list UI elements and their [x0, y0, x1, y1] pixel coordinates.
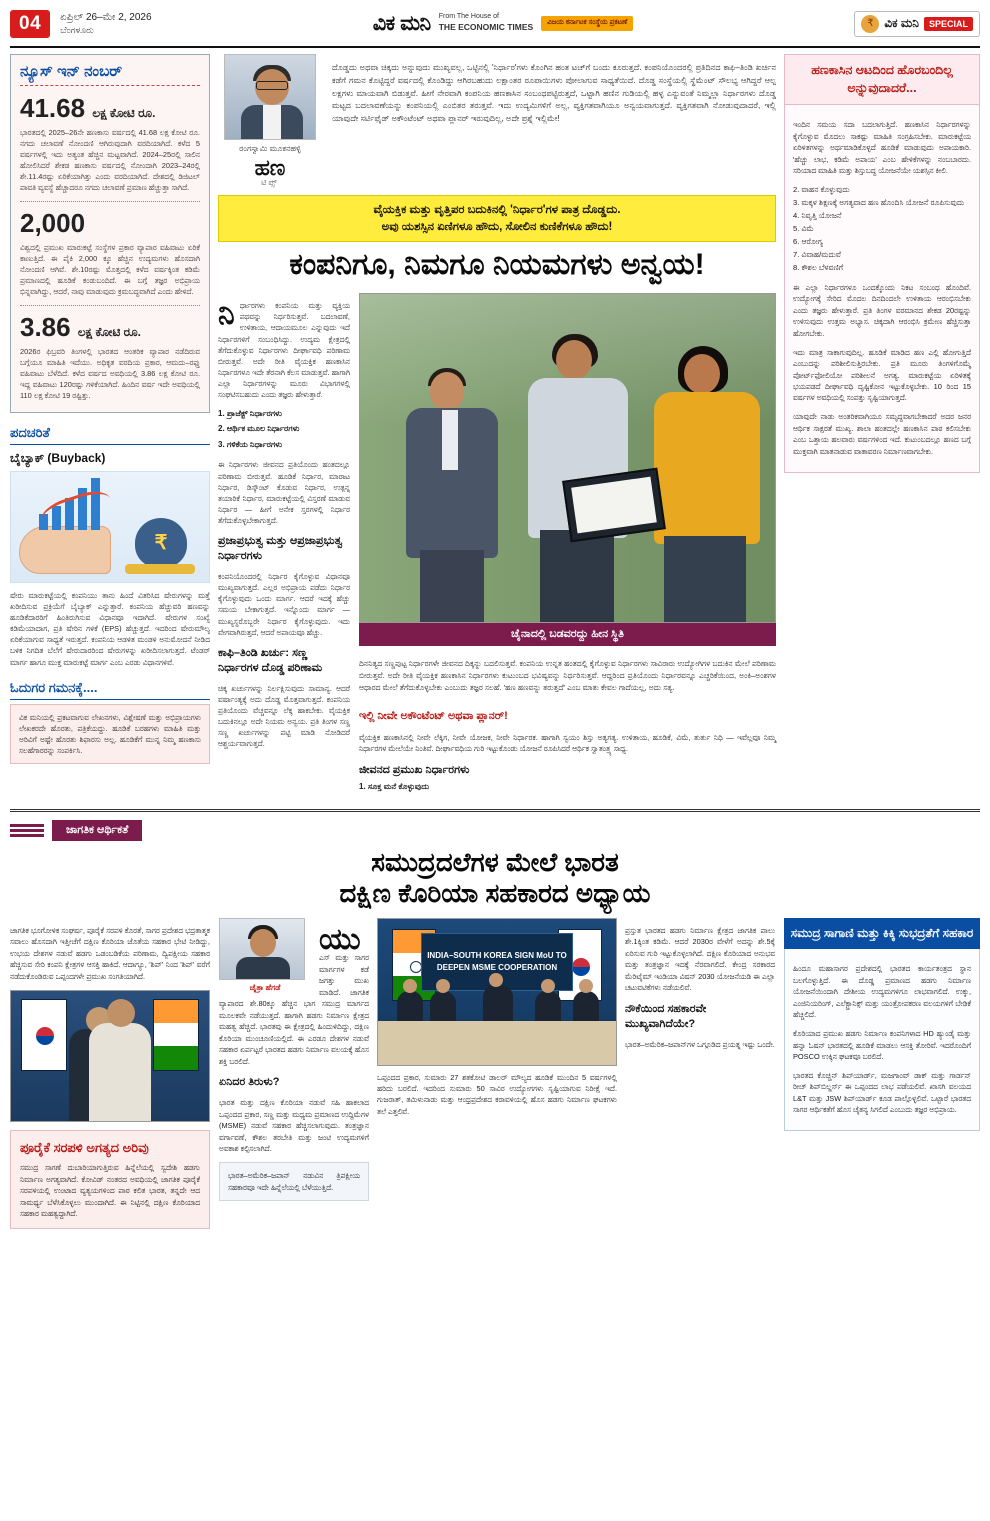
- mou-photo: [377, 918, 617, 1066]
- highlight-box: [218, 195, 776, 242]
- photo-caption-body: ದಿನನಿತ್ಯದ ಸಣ್ಣಪುಟ್ಟ ನಿರ್ಧಾರಗಳೇ ಜೀವನದ ದಿಕ್ಕನ್ನು ಬದಲಿಸುತ್ತವೆ. ಕಂಪನಿಯ ಉನ್ನತ ಹಂತದಲ್ಲಿ ಕೈಗೊಳ್ಳುವ ನಿರ್ಧಾರಗಳು ಸಾವಿರಾರು ಉದ್ಯೋಗಿಗಳ ಬದುಕಿನ ಮೇಲೆ ಪರಿಣಾಮ ಬೀರುತ್ತವೆ. ಅದೇ ರೀತಿ ವೈಯಕ್ತಿಕ ಹಣಕಾಸಿನ ನಿರ್ಧಾರಗಳು ಕುಟುಂಬದ ಭವಿಷ್ಯವನ್ನು ನಿರ್ಧರಿಸುತ್ತವೆ. ಆದ್ದರಿಂದ ಪ್ರತಿಯೊಂದು ನಿರ್ಧಾರವನ್ನೂ ಎಚ್ಚರಿಕೆಯಿಂದ, ಅಂಕಿ–ಅಂಶಗಳ ಆಧಾರದ ಮೇಲೆ ತೆಗೆದುಕೊಳ್ಳಬೇಕು ಎಂಬುದು ತಜ್ಞರ ಸಲಹೆ. 'ಹಣ ಹಣವನ್ನು ತರುತ್ತದೆ' ಎಂಬ ಮಾತು ಕೇವಲ ಗಾದೆಯಲ್ಲ, ಅದು ಸತ್ಯ.: [359, 659, 776, 692]
- top-section: [10, 54, 980, 797]
- folder-icon: [562, 467, 666, 542]
- left-rail: [10, 54, 210, 797]
- author-photo: [224, 54, 316, 140]
- news-in-number-title: ನ್ಯೂಸ್ ಇನ್ ನಂಬರ್: [20, 63, 200, 86]
- nib-item: [20, 313, 200, 401]
- right-rail: [784, 54, 980, 797]
- special-badge-name: ವಿಕ ಮನಿ: [884, 16, 919, 30]
- author2-photo: [219, 918, 305, 980]
- south-korea-flag-icon: [21, 999, 67, 1071]
- decision-list-item: 2. ಆರ್ಥಿಕ ಮೂಲ ನಿರ್ಧಾರಗಳು: [218, 424, 300, 434]
- rupee-icon: ₹: [861, 15, 879, 33]
- article-subcolumns: [359, 701, 776, 797]
- publisher-line: [439, 13, 533, 34]
- section-tag: ಜಾಗತಿಕ ಆರ್ಥಿಕತೆ: [52, 820, 142, 841]
- section2-photo-2: [10, 990, 210, 1122]
- supply-chain-box: [10, 1130, 210, 1229]
- section2-intro: ಜಾಗತಿಕ ಭೂಗೋಳಿಕ ಸಂಘರ್ಷ, ಪೂರೈಕೆ ಸರಪಳಿ ಕೊರತೆ, ಸಾಗರ ಪ್ರದೇಶದ ಭದ್ರತಾತ್ಮಕ ಸವಾಲು ಹೊಸದಾಗಿ ಇತ್ತೀಚೆಗೆ ದಕ್ಷಿಣ ಕೊರಿಯಾ ಜೊತೆಯ ಸಹಕಾರ ಭೇಟಿ ನೀಡಿದ್ದು, ಉಭಯ ದೇಶಗಳ ನಡುವೆ ಹಡಗು ಒಡಂಬಡಿಕೆಯ ಪರಿಣಾಮ, ದ್ವಿಪಕ್ಷೀಯ ಸಹಕಾರ ಹೆಚ್ಚಿಸುವ ಸೇರಿ ಕಂಪನಿ ಕ್ಷೇತ್ರಗಳ ಆಸಕ್ತಿ ಹಾಕಿದೆ. ಆದಾಗ್ಯೂ, 'ಶಿಪ್' ನಿಂದ 'ಶಿಪ್' ವರೆಗೆ ನಡೆದುಕೊಂಡಿರುವ ಒಪ್ಪಂದಗಳೇ ಪ್ರಮುಖ ಸಂಗತಿಯಾಗಿದೆ.: [10, 925, 210, 981]
- article-col1-p2: ಈ ನಿರ್ಧಾರಗಳು ಜೀವನದ ಪ್ರತಿಯೊಂದು ಹಂತದಲ್ಲೂ ಪರಿಣಾಮ ಬೀರುತ್ತವೆ. ಹೂಡಿಕೆ ನಿರ್ಧಾರ, ಮಾರಾಟ ನಿರ್ಧಾರ, ಡಿಸ್ಕೌಂಟ್ ಕೊಡುವ ನಿರ್ಧಾರ, ಉತ್ಪನ್ನ ತಯಾರಿಕೆ ನಿರ್ಧಾರ, ಮಾರುಕಟ್ಟೆಯಲ್ಲಿ ವಿಸ್ತರಣೆ ಮಾಡುವ ನಿರ್ಧಾರ — ಹೀಗೆ ಅನೇಕ ಸ್ತರಗಳಲ್ಲಿ ನಿರ್ಧಾರ ತೆಗೆದುಕೊಳ್ಳಬೇಕಾಗುತ್ತದೆ.: [218, 460, 350, 525]
- divider: [20, 305, 200, 306]
- section2-col4-foot: ಭಾರತ–ಅಮೆರಿಕ–ಜಪಾನ್‌ಗಳ ಒಗ್ಗೂಡಿದ ಪ್ರಯತ್ನ ಇಷ್ಟು ಒಂದೇ.: [625, 1039, 775, 1049]
- glasses-icon: [256, 81, 288, 90]
- supply-chain-text: ಸಮುದ್ರ ಸಾಗಣೆ ದುಬಾರಿಯಾಗುತ್ತಿರುವ ಹಿನ್ನೆಲೆಯಲ್ಲಿ ಸ್ವದೇಶಿ ಹಡಗು ನಿರ್ಮಾಣ ಅಗತ್ಯವಾಗಿದೆ. ಕೋವಿಡ್ ನಂತರದ ಅವಧಿಯಲ್ಲಿ ಜಾಗತಿಕ ಪೂರೈಕೆ ಸರಪಳಿಯಲ್ಲಿ ಉಂಟಾದ ವ್ಯತ್ಯಯಗಳಿಂದ ಪಾಠ ಕಲಿತ ಭಾರತ, ತನ್ನದೇ ಆದ ಸಾಮರ್ಥ್ಯ ಬೆಳೆಸಿಕೊಳ್ಳಲು ಮುಂದಾಗಿದೆ. ಈ ನಿಟ್ಟಿನಲ್ಲಿ ದಕ್ಷಿಣ ಕೊರಿಯಾದ ಸಹಕಾರ ಮಹತ್ವದ್ದಾಗಿದೆ.: [20, 1163, 200, 1219]
- article-lede: ದೊಡ್ಡದು ಅಥವಾ ಚಿಕ್ಕದು ಅನ್ನುವುದು ಮುಖ್ಯವಲ್ಲ, ಒಟ್ಟಿನಲ್ಲಿ 'ನಿರ್ಧಾರ'ಗಳು ಕೊಂಗಿನ ಹಂತ ಟಚ್‌ಗೆ ಬಂದು ಕೂರುತ್ತದೆ. ಕಂಪನಿಯೊಂದರಲ್ಲಿ ಪ್ರತಿದಿನದ ಕಾಫಿ–ತಿಂಡಿ ಖರ್ಚಿನ ಕಡೆಗೆ ಗಮನ ಕೊಟ್ಟಿದ್ದರೆ ವರ್ಷದಲ್ಲಿ ಕೊಂಡಿದ್ದು ಆಗಿರಬಹುದು ಲಕ್ಷಾಂತರ ರೂಪಾಯಿಗಳು ಪೋಲಾಗುವ ಸಾಧ್ಯತೆಯಿದೆ. ದೊಡ್ಡ ಸಂಸ್ಥೆಯಲ್ಲಿ ಸ್ಥೆಮೆಂಟ್ ಸೌಲಭ್ಯ ಆಗಿದ್ದರೆ ಆಲ್ಪ ಲಕ್ಷಗಳು ಮಾಯವಾಗಿ ಬಿಡುತ್ತವೆ. ಹೀಗೆ ನೇರವಾಗಿ ಕಂಪನಿಯ ಹಣಕಾಸಿನ ಸಂಬಂಧಪಟ್ಟಿರುತ್ತದೆ, ಒಟ್ಟಾಗಿ ಹಣಿನ ಗುಡಿಯಲ್ಲಿ ಹಳ್ಳ ಎನ್ನುವಂತೆ ನಿಮ್ಮಲ್ಲಾ ನಿರ್ಧಾರಗಳು ದೊಡ್ಡ ಮಟ್ಟದ ಬದಲಾವಣೆಯನ್ನು ಕಂಪನಿಯಲ್ಲಿ ಎಂಬಿತರ ತರುತ್ತವೆ. ಇದು ಉದ್ಯಮಿಗಳಿಗೆ ಅಲ್ಲ, ವ್ಯಕ್ತಿಗತವಾಗಿಯೂ ಅನ್ವಯವಾಗುತ್ತದೆ. ವ್ಯಕ್ತಿಗತವಾಗಿ ನೋಡುವುದಾದರೆ, ಇಲ್ಲಿ ಯಾವುದೇ ಸರ್ಟಿಫೈಡ್ ಅಕೌಂಟೆಂಟ್ ಅಥವಾ ಪ್ಲಾನರ್ ಇರುವುದಿಲ್ಲ, ಅದೇ ಪ್ರಶ್ನೆ ಇಲ್ಲಿಮೇ!: [332, 63, 776, 123]
- accountant-text: ವೈಯಕ್ತಿಕ ಹಣಕಾಸಿನಲ್ಲಿ ನೀವೇ ಲೆಕ್ಕಿಗ, ನೀವೇ ಯೋಜಕ, ನೀವೇ ನಿರ್ಧಾರಕ. ಹಾಗಾಗಿ ಸ್ವಯಂ ಶಿಸ್ತು ಅತ್ಯಗತ್ಯ. ಉಳಿತಾಯ, ಹೂಡಿಕೆ, ವಿಮೆ, ತುರ್ತು ನಿಧಿ — ಇವೆಲ್ಲವೂ ನಿಮ್ಮ ನಿರ್ಧಾರಗಳ ಮೇಲೆಯೇ ನಿಂತಿವೆ. ದೀರ್ಘಾವಧಿಯ ಗುರಿ ಇಟ್ಟುಕೊಂಡು ಯೋಜನೆ ರೂಪಿಸಿದರೆ ಆರ್ಥಿಕ ಸ್ವಾತಂತ್ರ್ಯ ಸಾಧ್ಯ.: [359, 732, 776, 754]
- article-intro: [218, 54, 776, 187]
- section2-middle: [219, 918, 775, 1229]
- decision-list-item: 3. ಗಳಿಕೆಯ ನಿರ್ಧಾರಗಳು: [218, 440, 283, 450]
- section-headline: [10, 847, 980, 909]
- decision-list-item: 1. ಪ್ರಾಜೆಕ್ಟ್ ನಿರ್ಧಾರಗಳು: [218, 408, 282, 418]
- section2-right-p3: ಭಾರತದ ಕೊಚ್ಚಿನ್ ಶಿಪ್‌ಯಾರ್ಡ್, ಮಜಗಾಂವ್ ಡಾಕ್ ಮತ್ತು ಗಾರ್ಡನ್ ರೀಚ್ ಶಿಪ್‌ಬಿಲ್ಡರ್ಸ್ ಈ ಒಪ್ಪಂದದ ಲಾಭ ಪಡೆಯಲಿವೆ. ಖಾಸಗಿ ವಲಯದ L&T ಮತ್ತು JSW ಶಿಪ್‌ಯಾರ್ಡ್ ಕೂಡ ಪಾಲ್ಗೊಳ್ಳಲಿವೆ. ಒಟ್ಟಾರೆ ಭಾರತದ ಸಾಗರ ಆರ್ಥಿಕತೆಗೆ ಹೊಸ ಚೈತನ್ಯ ಸಿಗಲಿದೆ ಎಂಬುದು ತಜ್ಞರ ಅಭಿಪ್ರಾಯ.: [793, 1070, 971, 1115]
- conference-table: [378, 1021, 616, 1065]
- nib-text: 2026ರ ಫಿಬ್ರವರಿ ತಿಂಗಳಲ್ಲಿ ಭಾರತದ ಆಂತರಿಕ ವ್ಯಾಪಾರ ನಡೆದಿರುವ ಬಗ್ಗೆಯೂ ಮಾಹಿತಿ ಇದೆಯು. ಅಧಿಕೃತ ವರದಿಯ ಪ್ರಕಾರ, ಆಮದು–ರಫ್ತು ವಹಿವಾಟು ಬೆಳೆದಿದೆ. ಕಳೆದ ವರ್ಷದ ಅವಧಿಯಲ್ಲಿ 3.86 ಲಕ್ಷ ಕೋಟಿ ರೂ. ಇದ್ದ ವಹಿವಾಟು 120ರಷ್ಟು ಗಳಿಕೆಯಾಗಿದೆ. ಹಿಂದಿನ ವರ್ಷ ಇದೇ ಅವಧಿಯಲ್ಲಿ 110 ಲಕ್ಷ ಕೋಟಿ 19 ರಷ್ಟಿತ್ತು.: [20, 346, 200, 401]
- article-columns: [218, 293, 776, 797]
- author2-name: ಚೈತ್ರಾ ಹೆಗಡೆ: [249, 982, 281, 992]
- section2-col2-head: ಏನಿದರ ತಿರುಳು?: [219, 1076, 280, 1089]
- section-headline-line1: ಸಮುದ್ರದಲೆಗಳ ಮೇಲೆ ಭಾರತ: [371, 847, 619, 878]
- section2-mid-cols: [219, 918, 775, 1201]
- nib-number: 41.68 ಲಕ್ಷ ಕೋಟಿ ರೂ.: [20, 93, 156, 123]
- readers-note-heading: ಓದುಗರ ಗಮನಕ್ಕೆ....: [10, 680, 210, 700]
- section-headline-line2: ದಕ್ಷಿಣ ಕೊರಿಯಾ ಸಹಕಾರದ ಅಧ್ಯಾಯ: [339, 878, 651, 909]
- right-box-list: [793, 184, 971, 274]
- section2-col2: [377, 918, 617, 1201]
- section2-col4-text: ಪ್ರಸ್ತುತ ಭಾರತದ ಹಡಗು ನಿರ್ಮಾಣ ಕ್ಷೇತ್ರದ ಜಾಗತಿಕ ಪಾಲು ಶೇ.1ಕ್ಕಿಂತ ಕಡಿಮೆ. ಆದರೆ 2030ರ ವೇಳೆಗೆ ಅದನ್ನು ಶೇ.5ಕ್ಕೆ ಏರಿಸುವ ಗುರಿ ಇಟ್ಟುಕೊಳ್ಳಲಾಗಿದೆ. ದಕ್ಷಿಣ ಕೊರಿಯಾದ ಅನುಭವ ಮತ್ತು ತಂತ್ರಜ್ಞಾನ ಇದಕ್ಕೆ ನೆರವಾಗಲಿದೆ. ಕೇಂದ್ರ ಸರಕಾರದ ಮೆರಿಟೈಮ್ ಇಂಡಿಯಾ ವಿಷನ್ 2030 ಯೋಜನೆಯಡಿ ಈ ಎಲ್ಲಾ ಚಟುವಟಿಕೆಗಳು ನಡೆಯಲಿವೆ.: [625, 925, 775, 993]
- global-economy-section: [10, 809, 980, 1229]
- city-text: ಬೆಂಗಳೂರು: [60, 25, 94, 36]
- section2-col4-head: ನೌಕೆಯಿಂದ ಸಹಕಾರವೇ ಮುಖ್ಯವಾಗಿದೆಯೇ?: [625, 1002, 707, 1030]
- nib-item: [20, 209, 200, 297]
- section2-col3-text: ಒಪ್ಪಂದದ ಪ್ರಕಾರ, ಸುಮಾರು 27 ಶತಕೋಟಿ ಡಾಲರ್ ಮೌಲ್ಯದ ಹೂಡಿಕೆ ಮುಂದಿನ 5 ವರ್ಷಗಳಲ್ಲಿ ಹರಿದು ಬರಲಿದೆ. ಇದರಿಂದ ಸುಮಾರು 50 ಸಾವಿರ ಉದ್ಯೋಗಗಳು ಸೃಷ್ಟಿಯಾಗುವ ನಿರೀಕ್ಷೆ ಇದೆ. ಗುಜರಾತ್, ತಮಿಳುನಾಡು ಮತ್ತು ಆಂಧ್ರಪ್ರದೇಶದ ಕರಾವಳಿಯಲ್ಲಿ ಹೊಸ ಹಡಗು ನಿರ್ಮಾಣ ಘಟಕಗಳು ತಲೆ ಎತ್ತಲಿವೆ.: [377, 1072, 617, 1116]
- article-headline: ಕಂಪನಿಗೂ, ನಿಮಗೂ ನಿಯಮಗಳು ಅನ್ವಯ!: [289, 248, 705, 282]
- readers-note-text: ವಿಕ ಮನಿಯಲ್ಲಿ ಪ್ರಕಟವಾಗುವ ಲೇಖನಗಳು, ವಿಶ್ಲೇಷಣೆ ಮತ್ತು ಅಭಿಪ್ರಾಯಗಳು ಲೇಖಕರದೇ ಹೊರತು, ಪತ್ರಿಕೆಯದ್ದು. ಹೂಡಿಕೆ ಬರಹಗಳು ಮಾಹಿತಿ ಮತ್ತು ಅರಿವಿಗೆ ಅಷ್ಟೇ ಹೊರತು ಶಿಫಾರಸು ಅಲ್ಲ. ಹೂಡಿಕೆಗೆ ಮುನ್ನ ನಿಮ್ಮ ಹಣಕಾಸು ಸಲಹೆಗಾರರನ್ನು ಸಂಪರ್ಕಿಸಿ.: [19, 712, 201, 756]
- article-col1-subhead: ಪ್ರಜಾಪ್ರಭುತ್ವ ಮತ್ತು ಆಪ್ರಜಾಪ್ರಭುತ್ವ ನಿರ್ಧಾರಗಳು: [218, 535, 343, 562]
- masthead: [10, 6, 980, 48]
- section2-col1-text: ಯು ಎಸ್ ಮತ್ತು ಸಾಗರ ಮಾರ್ಗಗಳ ಕಡೆ ಜಗತ್ತು ಮುಖ ಮಾಡಿದೆ. ಜಾಗತಿಕ ವ್ಯಾಪಾರದ ಶೇ.80ಕ್ಕೂ ಹೆಚ್ಚಿನ ಭಾಗ ಸಮುದ್ರ ಮಾರ್ಗದ ಮೂಲಕವೇ ನಡೆಯುತ್ತದೆ. ಹಾಗಾಗಿ ಹಡಗು ನಿರ್ಮಾಣ ಕ್ಷೇತ್ರದ ಮಹತ್ವ ಹೆಚ್ಚಿದೆ. ಭಾರತವು ಈ ಕ್ಷೇತ್ರದಲ್ಲಿ ಹಿಂದುಳಿದಿದ್ದು, ದಕ್ಷಿಣ ಕೊರಿಯಾ ಮುಂಚೂಣಿಯಲ್ಲಿದೆ. ಈ ಎರಡೂ ದೇಶಗಳ ನಡುವೆ ಸಹಕಾರ ಏರ್ಪಟ್ಟರೆ ಭಾರತದ ಹಡಗು ನಿರ್ಮಾಣ ವಲಯಕ್ಕೆ ಹೊಸ ಶಕ್ತಿ ಬರಲಿದೆ.: [219, 922, 369, 1066]
- right-box-body-3: ಯಾವುದೇ ನಾಡು ಅಂತರಿಕವಾಗಿಯೂ ಸಮೃದ್ಧವಾಗಬೇಕಾದರೆ ಅದರ ಜನರ ಆರ್ಥಿಕ ಸಾಕ್ಷರತೆ ಮುಖ್ಯ. ಶಾಲಾ ಹಂತದಲ್ಲೇ ಹಣಕಾಸಿನ ಪಾಠ ಕಲಿಸಬೇಕು ಎಂಬ ಒತ್ತಾಯ ಹಲವಾರು ವರ್ಷಗಳಿಂದ ಇದೆ. ಕುಟುಂಬದಲ್ಲೂ ಹಣದ ಬಗ್ಗೆ ಮುಕ್ತವಾಗಿ ಮಾತನಾಡುವ ವಾತಾವರಣ ನಿರ್ಮಾಣವಾಗಬೇಕು.: [793, 412, 971, 456]
- section2-right-body: [784, 949, 980, 1131]
- section2-col3: [625, 918, 775, 1201]
- photo-caption-bar: ಚೈನಾದಲ್ಲಿ ಬಡವರದ್ದು ಹೀನ ಸ್ಥಿತಿ: [359, 623, 776, 646]
- mou-banner-text: INDIA–SOUTH KOREA SIGN MoU TO DEEPEN MSME COOPERATION: [421, 933, 573, 991]
- publisher-badge: ವಿಜಯ ಕರ್ನಾಟಕ ಸಂಸ್ಥೆಯ ಪ್ರಕಟಣೆ: [541, 16, 633, 30]
- news-in-number-box: [10, 54, 210, 413]
- special-badge: [854, 11, 980, 37]
- article-col1-p3: ಕಂಪನಿಯೊಂದರಲ್ಲಿ ನಿರ್ಧಾರ ಕೈಗೊಳ್ಳುವ ವಿಧಾನವೂ ಮುಖ್ಯವಾಗುತ್ತದೆ. ಎಲ್ಲರ ಅಭಿಪ್ರಾಯ ಪಡೆದು ನಿರ್ಧಾರ ಕೈಗೊಳ್ಳುವುದು ಒಂದು ಮಾರ್ಗ. ಆದರೆ ಇದಕ್ಕೆ ಹೆಚ್ಚು ಸಮಯ ಬೇಕಾಗುತ್ತದೆ. ಇನ್ನೊಂದು ಮಾರ್ಗ — ಮುಖ್ಯಸ್ಥರೊಬ್ಬರೇ ನಿರ್ಧಾರ ಕೈಗೊಳ್ಳುವುದು. ಇದು ವೇಗವಾಗಿರುತ್ತದೆ, ಆದರೆ ಅಪಾಯವೂ ಹೆಚ್ಚು.: [218, 572, 350, 637]
- nib-item: [20, 94, 200, 193]
- section2-right-p2: ಕೊರಿಯಾದ ಪ್ರಮುಖ ಹಡಗು ನಿರ್ಮಾಣ ಕಂಪನಿಗಳಾದ HD ಹ್ಯುಂಡೈ ಮತ್ತು ಹನ್ವಾ ಓಷನ್ ಭಾರತದಲ್ಲಿ ಹೂಡಿಕೆ ಮಾಡಲು ಆಸಕ್ತಿ ತೋರಿವೆ. ಇದರೊಂದಿಗೆ POSCO ಉಕ್ಕಿನ ಘಟಕವೂ ಬರಲಿದೆ.: [793, 1029, 971, 1061]
- buyback-text: ಷೇರು ಮಾರುಕಟ್ಟೆಯಲ್ಲಿ ಕಂಪನಿಯು ತಾನು ಹಿಂದೆ ವಿತರಿಸಿದ ಷೇರುಗಳನ್ನು ಮತ್ತೆ ಖರೀದಿಸುವ ಪ್ರಕ್ರಿಯೆಗೆ ಬೈಬ್ಯಾಕ್ ಎನ್ನುತ್ತಾರೆ. ಕಂಪನಿಯ ಹೆಚ್ಚುವರಿ ಹಣವನ್ನು ಹೂಡಿಕೆದಾರರಿಗೆ ಹಿಂತಿರುಗಿಸುವ ವಿಧಾನವೂ ಇದಾಗಿದೆ. ಷೇರುಗಳ ಸಂಖ್ಯೆ ಕಡಿಮೆಯಾದಾಗ, ಪ್ರತಿ ಷೇರಿನ ಗಳಿಕೆ (EPS) ಹೆಚ್ಚುತ್ತದೆ. ಇದರಿಂದ ಷೇರುಮೌಲ್ಯ ಏರಿಕೆಯಾಗುವ ಸಾಧ್ಯತೆ ಇರುತ್ತದೆ. ಕಂಪನಿಯ ಆಡಳಿತ ಮಂಡಳಿ ಅನುಮೋದನೆ ನೀಡಿದ ಬಳಿಕ ನಿಗದಿತ ಬೆಲೆಗೆ ಷೇರುದಾರರಿಂದ ಷೇರುಗಳನ್ನು ಖರೀದಿಸಲಾಗುತ್ತದೆ. ಟೆಂಡರ್ ಮಾರ್ಗ ಹಾಗೂ ಮುಕ್ತ ಮಾರುಕಟ್ಟೆ ಮಾರ್ಗ ಎಂಬ ಎರಡು ವಿಧಾನಗಳಿವೆ.: [10, 590, 210, 667]
- column-brand-sub: ಟಿಪ್ಸ್: [261, 178, 279, 187]
- list-item: 4. ನಿವೃತ್ತಿ ಯೋಜನೆ: [793, 210, 842, 220]
- section2-note-box: [219, 1162, 369, 1201]
- list-item: 8. ಕೌಶಲ ಬೆಳವಣಿಗೆ: [793, 262, 844, 272]
- right-box-intro: ಇಂದಿನ ಸಮಯ ಸದಾ ಬದಲಾಗುತ್ತಿದೆ. ಹಣಕಾಸಿನ ನಿರ್ಧಾರಗಳನ್ನು ಕೈಗೊಳ್ಳುವ ಮೊದಲು ಸಾಕಷ್ಟು ಮಾಹಿತಿ ಸಂಗ್ರಹಿಸಬೇಕು. ಮಾರುಕಟ್ಟೆಯ ಏರಿಳಿತಗಳನ್ನು ಅರ್ಥಮಾಡಿಕೊಳ್ಳದೆ ಹೂಡಿಕೆ ಮಾಡುವುದು ಅಪಾಯಕಾರಿ. 'ಹೆಚ್ಚು ಲಾಭ, ಕಡಿಮೆ ಅಪಾಯ' ಎಂಬ ಹೇಳಿಕೆಗಳನ್ನು ನಂಬಬಾರದು. ಸರಿಯಾದ ಮಾಹಿತಿ ಮತ್ತು ಶಿಸ್ತುಬದ್ಧ ಯೋಜನೆಯೇ ಯಶಸ್ಸಿನ ಕೀಲಿ.: [793, 120, 971, 176]
- list-item: 5. ವಿಮೆ: [793, 223, 814, 233]
- section2-right-heading: ಸಮುದ್ರ ಸಾಗಾಣಿ ಮತ್ತು ಕಿಕ್ಕಿ ಸುಭದ್ರತೆಗೆ ಸಹಕಾರ: [784, 918, 980, 949]
- main-article: [218, 54, 776, 797]
- article-col2-p: ಚಿಕ್ಕ ಖರ್ಚುಗಳನ್ನು ನಿರ್ಲಕ್ಷಿಸುವುದು ಸಾಮಾನ್ಯ. ಆದರೆ ವರ್ಷಾಂತ್ಯಕ್ಕೆ ಅದು ದೊಡ್ಡ ಮೊತ್ತವಾಗುತ್ತದೆ. ಕಂಪನಿಯ ಪ್ರತಿಯೊಂದು ವೆಚ್ಚವನ್ನೂ ಲೆಕ್ಕ ಹಾಕಬೇಕು. ವೈಯಕ್ತಿಕ ಬದುಕಿನಲ್ಲೂ ಅದೇ ನಿಯಮ ಅನ್ವಯ. ಪ್ರತಿ ತಿಂಗಳ ಸಣ್ಣ ಸಣ್ಣ ಖರ್ಚುಗಳನ್ನು ಪಟ್ಟಿ ಮಾಡಿ ನೋಡಿದರೆ ಆಶ್ಚರ್ಯವಾಗುತ್ತದೆ.: [218, 683, 350, 749]
- section2-note-text: ಭಾರತ–ಅಮೆರಿಕ–ಜಪಾನ್ ನಡುವಿನ ತ್ರಿಪಕ್ಷೀಯ ಸಹಕಾರವೂ ಇದೇ ಹಿನ್ನೆಲೆಯಲ್ಲಿ ಬೆಳೆಯುತ್ತಿದೆ.: [228, 1171, 360, 1192]
- drop-cap: ನಿ: [218, 298, 235, 332]
- special-badge-tag: SPECIAL: [924, 17, 973, 31]
- right-box-body-2: ಇದು ಮಾತ್ರ ಸಾಕಾಗುವುದಿಲ್ಲ. ಹೂಡಿಕೆ ಮಾಡಿದ ಹಣ ಎಲ್ಲಿ ಹೋಗುತ್ತಿದೆ ಎಂಬುದನ್ನು ಪರಿಶೀಲಿಸುತ್ತಿರಬೇಕು. ಪ್ರತಿ ಮೂರು ತಿಂಗಳಿಗೊಮ್ಮೆ ಪೋರ್ಟ್‌ಫೋಲಿಯೋ ಪರಿಶೀಲನೆ ಅಗತ್ಯ. ಮಾರುಕಟ್ಟೆಯ ಏರಿಳಿತಕ್ಕೆ ಭಯಪಡದೆ ದೀರ್ಘಾವಧಿ ದೃಷ್ಟಿಕೋನ ಇಟ್ಟುಕೊಳ್ಳಬೇಕು. 10 ರಿಂದ 15 ವರ್ಷಗಳ ಅವಧಿಯಲ್ಲಿ ಸಂಪತ್ತು ಸೃಷ್ಟಿಯಾಗುತ್ತದೆ.: [793, 347, 971, 403]
- right-box-body-1: ಈ ಎಲ್ಲಾ ನಿರ್ಧಾರಗಳೂ ಒಂದಕ್ಕೊಂದು ನಿಕಟ ಸಂಬಂಧ ಹೊಂದಿವೆ. ಉದ್ಯೋಗಕ್ಕೆ ಸೇರಿದ ಮೊದಲ ದಿನದಿಂದಲೇ ಉಳಿತಾಯ ಆರಂಭಿಸಬೇಕು ಎಂದು ತಜ್ಞರು ಹೇಳುತ್ತಾರೆ. ಪ್ರತಿ ತಿಂಗಳ ವರಮಾನದ ಶೇಕಡ 20ರಷ್ಟನ್ನು ಉಳಿಸುವುದು ಉತ್ತಮ ಅಭ್ಯಾಸ. ಚಿಕ್ಕದಾಗಿ ಆರಂಭಿಸಿ ಕ್ರಮೇಣ ಹೆಚ್ಚಿಸುತ್ತಾ ಹೋಗಬೇಕು.: [793, 282, 971, 338]
- nib-text: ಭಾರತದಲ್ಲಿ 2025–26ನೇ ಹಣಕಾಸು ವರ್ಷದಲ್ಲಿ 41.68 ಲಕ್ಷ ಕೋಟಿ ರೂ. ನಗದು ಚಲಾವಣೆ ನೋಂದಣಿ ಆಗಿರುವುದಾಗಿ ವರದಿಯಾಗಿದೆ. ಕಳೆದ 5 ವರ್ಷಗಳಲ್ಲಿ ಇದು ಅತ್ಯಂತ ಹೆಚ್ಚಿನ ಮಟ್ಟವಾಗಿದೆ. 2024–25ರಲ್ಲಿ ಸಾಲಿನ ಹೋಲಿಸಿದರೆ ಶೇಕಡ ಹಣಕಾಸು ವರ್ಷದಲ್ಲಿ ನೋಂದಾಗಿ 2023–24ರಲ್ಲಿ ಶೇ.11.4ರಷ್ಟು ಏರಿಕೆಯಾಗಿತ್ತು ಎಂದು ವರದಿಯಾಗಿದೆ. ದೇಶದಲ್ಲಿ ಡಿಜಿಟಲ್ ಪಾವತಿ ವ್ಯವಸ್ಥೆ ಹೆಚ್ಚಾದರೂ ನಗದು ಚಲಾವಣೆ ಪ್ರಮಾಣ ಹೆಚ್ಚುತ್ತಾ ಸಾಗಿದೆ.: [20, 127, 200, 193]
- nib-number: 2,000: [20, 208, 86, 239]
- article-subcol-a: [359, 701, 776, 797]
- article-col2-subhead: ಕಾಫಿ–ತಿಂಡಿ ಖರ್ಚು: ಸಣ್ಣ ನಿರ್ಧಾರಗಳ ದೊಡ್ಡ ಪರಿಣಾಮ: [218, 646, 323, 674]
- life-decision-item: 1. ಸೂಕ್ತ ಮನೆ ಕೊಳ್ಳುವುದು: [359, 782, 429, 792]
- date-text: ಏಪ್ರಿಲ್ 26–ಮೇ 2, 2026: [60, 11, 152, 23]
- article-column-2: [359, 293, 776, 797]
- person-figure: [392, 372, 512, 622]
- padachrite-heading: ಪದಚರಿತೆ: [10, 425, 210, 445]
- stripes-icon: [10, 824, 44, 838]
- right-box-body: [784, 105, 980, 473]
- issue-date: [60, 11, 151, 37]
- column-brand: ಹಣ ಟಿಪ್ಸ್: [218, 157, 322, 187]
- author-name: ರಂಗಸ್ವಾಮಿ ಮೂಕನಹಳ್ಳಿ: [239, 144, 301, 153]
- buyback-term: ಬೈಬ್ಯಾಕ್ (Buyback): [10, 450, 106, 465]
- coins-icon: [125, 564, 195, 574]
- publication-logo: ವಿಕ ಮನಿ: [372, 11, 431, 35]
- highlight-line-2: ಅವು ಯಶಸ್ಸಿನ ಏಣಿಗಳೂ ಹೌದು, ಸೋಲಿನ ಕುಣಿಕೆಗಳೂ ಹೌದು!: [381, 220, 613, 233]
- section2-col1: [219, 918, 369, 1201]
- publisher-line-1: From The House of: [438, 13, 499, 21]
- divider: [20, 201, 200, 202]
- article-col1-p1: ನಿ ರ್ಧಾರಗಳು ಕಂಪನಿಯ ಮತ್ತು ವ್ಯಕ್ತಿಯ ಪಥವನ್ನು ನಿರ್ಧರಿಸುತ್ತವೆ. ಬದಲಾವಣೆ, ಉಳಿತಾಯ, ಆದಾಯಮೂಲ ಎನ್ನುವುದು ಇದೆ ನಿರ್ಧಾರಗಳಿಗೆ ಸಂಬಂಧಿಸಿದ್ದು. ಉದ್ಯಮ ಕ್ಷೇತ್ರದಲ್ಲಿ ತೆಗೆದುಕೊಳ್ಳುವ ನಿರ್ಧಾರಗಳು ದೀರ್ಘಾವಧಿ ಪರಿಣಾಮ ಬೀರುತ್ತವೆ. ಅದೇ ರೀತಿ ವೈಯಕ್ತಿಕ ಹಣಕಾಸಿನ ನಿರ್ಧಾರಗಳೂ ಇದೇ ತೆರನಾಗಿ ಕೆಲಸ ಮಾಡುತ್ತವೆ. ಹಾಗಾಗಿ ಎಲ್ಲಾ ನಿರ್ಧಾರಗಳನ್ನು ಮೂರು ವಿಭಾಗಗಳಲ್ಲಿ ಸಂಘಟಿಸಬಹುದು ಎಂದು ತಜ್ಞರು ಹೇಳುತ್ತಾರೆ.: [218, 298, 350, 400]
- section2-right-p1: ಹಿಂದೂ ಮಹಾಸಾಗರ ಪ್ರದೇಶದಲ್ಲಿ ಭಾರತದ ಕಾರ್ಯತಂತ್ರದ ಸ್ಥಾನ ಬಲಗೊಳ್ಳುತ್ತಿದೆ. ಈ ದೊಡ್ಡ ಪ್ರಮಾಣದ ಹಡಗು ನಿರ್ಮಾಣ ಯೋಜನೆಯಿಂದಾಗಿ ದೇಶೀಯ ಉದ್ಯಮಗಳಿಗೂ ಲಾಭವಾಗಲಿದೆ. ಉಕ್ಕು, ಎಂಜಿನಿಯರಿಂಗ್, ಎಲೆಕ್ಟ್ರಾನಿಕ್ಸ್ ಮತ್ತು ಯಂತ್ರೋಪಕರಣ ವಲಯಗಳಿಗೆ ಬೇಡಿಕೆ ಹೆಚ್ಚಲಿದೆ.: [793, 964, 971, 1020]
- masthead-center: [162, 12, 845, 36]
- list-item: 7. ವಿವಾಹ/ಮದುವೆ: [793, 249, 841, 259]
- author-card: [218, 54, 322, 187]
- readers-note-box: [10, 704, 210, 764]
- list-item: 2. ವಾಹನ ಕೊಳ್ಳುವುದು: [793, 185, 850, 195]
- right-box-heading: ಹಣಕಾಸಿನ ಆಟದಿಂದ ಹೊರಬಂದಿಲ್ಲ ಅನ್ನುವುದಾದರೆ...: [784, 54, 980, 105]
- list-item: 6. ಆರೋಗ್ಯ: [793, 236, 823, 246]
- supply-chain-title: ಪೂರೈಕೆ ಸರಪಳಿ ಅಗತ್ಯದ ಅರಿವು: [20, 1140, 149, 1156]
- nib-text: ವಿಶ್ವದಲ್ಲಿ ಪ್ರಮುಖ ಮಾರುಕಟ್ಟೆ ಸಂಸ್ಥೆಗಳ ಪ್ರಕಾರ ವ್ಯಾಪಾರ ವಹಿವಾಟು ಏರಿಕೆ ಕಾಣುತ್ತಿದೆ. ಈ ಪೈಕಿ 2,000 ಕ್ಕೂ ಹೆಚ್ಚಿನ ಉದ್ಯಮಗಳು ಹೊಸದಾಗಿ ನೋಂದಣಿ ಆಗಿವೆ. ಶೇ.10ರಷ್ಟು ಮೊತ್ತದಲ್ಲಿ ಕಳೆದ ವರ್ಷಕ್ಕಿಂತ ಕಡಿಮೆ ಪ್ರಮಾಣದಲ್ಲಿ ಹೂಡಿಕೆ ಕಂಡುಬಂದಿದೆ. ಈ ಬಗ್ಗೆ ತಜ್ಞರ ಅಭಿಪ್ರಾಯ ಭಿನ್ನವಾಗಿದ್ದು, ಆದರೆ, ನಾವು ಮಾಡುವುದು ಕ್ರಮಬದ್ಧವಾಗಿದೆ ಎಂದು ಹೇಳಿದೆ.: [20, 242, 200, 297]
- life-decisions-subhead: ಜೀವನದ ಪ್ರಮುಖ ನಿರ್ಧಾರಗಳು: [359, 763, 470, 776]
- buyback-illustration: [10, 471, 210, 583]
- article-photo: [359, 293, 776, 623]
- india-flag-icon: [153, 999, 199, 1071]
- nib-number: 3.86 ಲಕ್ಷ ಕೋಟಿ ರೂ.: [20, 312, 141, 343]
- section2-grid: [10, 918, 980, 1229]
- section2-left: [10, 918, 210, 1229]
- drop-cap-2: ಯು: [319, 922, 361, 956]
- author2-card: [219, 918, 311, 993]
- article-column-1: [218, 293, 350, 797]
- money-bag-icon: ₹: [135, 518, 187, 568]
- publisher-line-2: THE ECONOMIC TIMES: [438, 22, 534, 32]
- section2-right: [784, 918, 980, 1229]
- person-figure: [89, 1023, 151, 1121]
- list-item: 3. ಮಕ್ಕಳ ಶಿಕ್ಷಣಕ್ಕೆ ಅಗತ್ಯವಾದ ಹಣ ಹೊಂದಿಸಿ ಯೋಜನೆ ರೂಪಿಸುವುದು: [793, 198, 965, 208]
- page-number: 04: [10, 10, 50, 38]
- highlight-line-1: ವೈಯಕ್ತಿಕ ಮತ್ತು ವೃತ್ತಿಪರ ಬದುಕಿನಲ್ಲಿ 'ನಿರ್ಧಾರ'ಗಳ ಪಾತ್ರ ದೊಡ್ಡದು.: [373, 204, 621, 216]
- section2-col2-text: ಭಾರತ ಮತ್ತು ದಕ್ಷಿಣ ಕೊರಿಯಾ ನಡುವೆ ಸಹಿ ಹಾಕಲಾದ ಒಪ್ಪಂದದ ಪ್ರಕಾರ, ಸಣ್ಣ ಮತ್ತು ಮಧ್ಯಮ ಪ್ರಮಾಣದ ಉದ್ದಿಮೆಗಳ (MSME) ನಡುವೆ ಸಹಕಾರ ಹೆಚ್ಚಿಸಲಾಗುವುದು. ತಂತ್ರಜ್ಞಾನ ವರ್ಗಾವಣೆ, ಕೌಶಲ ತರಬೇತಿ ಮತ್ತು ಜಂಟಿ ಉದ್ಯಮಗಳಿಗೆ ಅವಕಾಶ ಕಲ್ಪಿಸಲಾಗಿದೆ.: [219, 1098, 369, 1154]
- accountant-subhead: ಇಲ್ಲಿ ನೀವೇ ಅಕೌಂಟೆಂಟ್ ಅಥವಾ ಪ್ಲಾನರ್!: [359, 710, 508, 723]
- section-tag-row: [10, 820, 980, 841]
